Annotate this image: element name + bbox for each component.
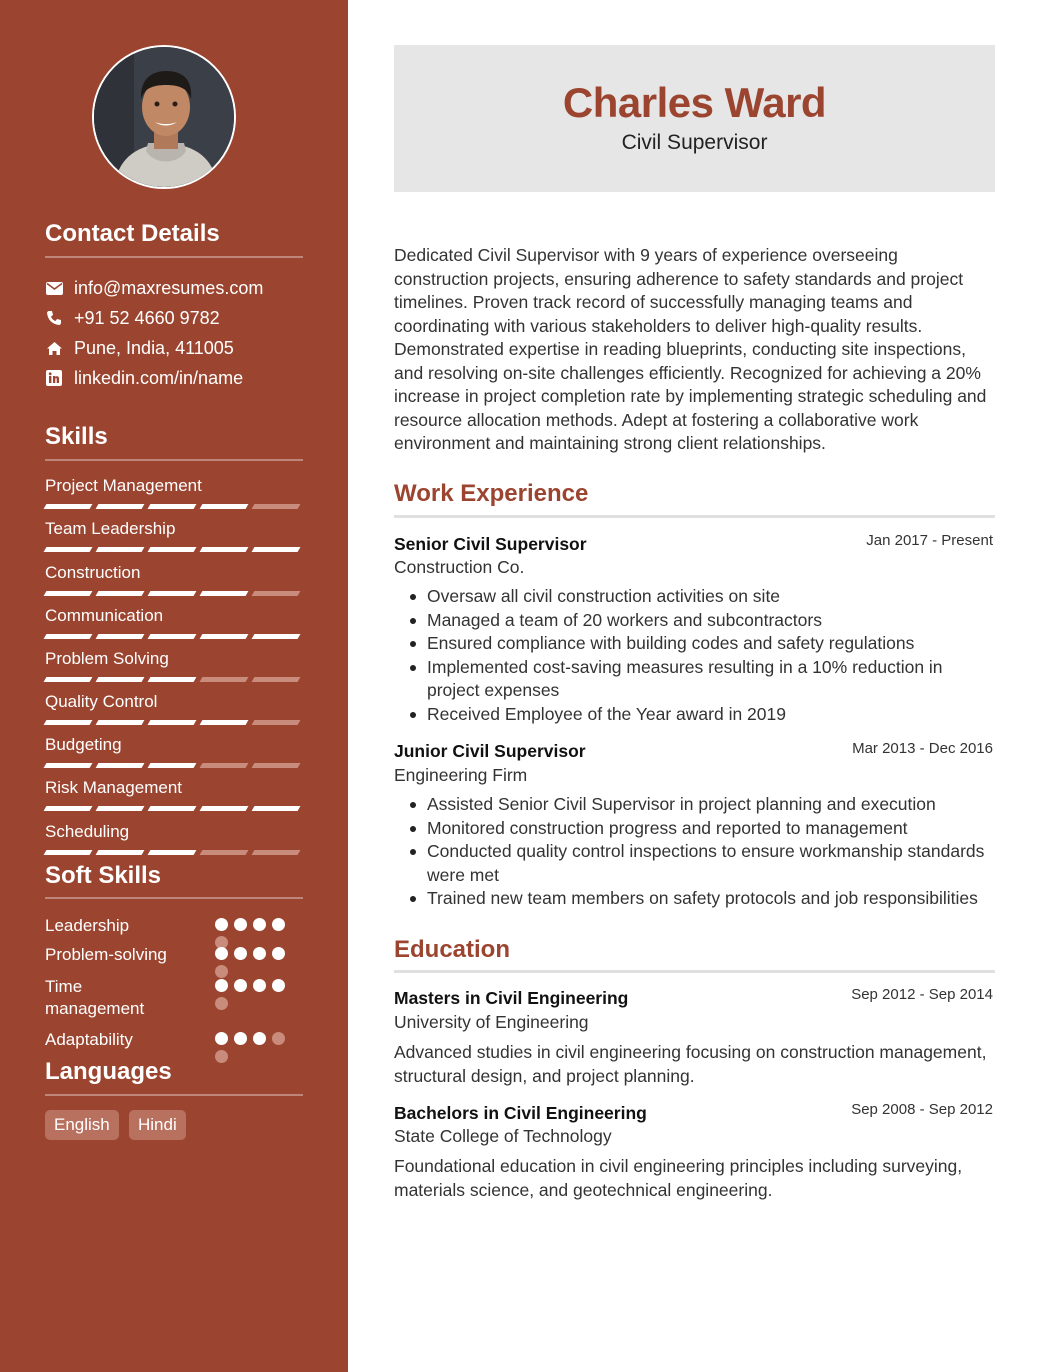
- skill-level-segment: [252, 634, 301, 639]
- soft-skill-item: [45, 915, 303, 937]
- soft-skill-rating: [215, 979, 295, 1010]
- skill-level-bar: [45, 547, 303, 552]
- rating-dot: [215, 1032, 228, 1045]
- languages-divider: [45, 1094, 303, 1096]
- skill-label: Risk Management: [45, 778, 183, 797]
- contact-divider: [45, 256, 303, 258]
- contact-phone[interactable]: [45, 307, 220, 329]
- skill-level-segment: [252, 547, 301, 552]
- candidate-title: Civil Supervisor: [621, 131, 768, 154]
- skill-level-segment: [96, 547, 145, 552]
- soft-skill-rating: [215, 1032, 295, 1063]
- skill-level-segment: [96, 806, 145, 811]
- profile-photo-icon: [94, 47, 236, 189]
- skill-label: Communication: [45, 606, 164, 625]
- rating-dot: [272, 979, 285, 992]
- skill-label: Scheduling: [45, 822, 130, 841]
- rating-dot: [234, 979, 247, 992]
- skill-level-segment: [252, 720, 301, 725]
- skill-level-segment: [148, 504, 197, 509]
- rating-dot: [272, 1032, 285, 1045]
- soft-skill-item: [45, 1029, 303, 1051]
- skill-item: [45, 563, 303, 596]
- soft-skill-label: Adaptability: [45, 1030, 133, 1049]
- skill-level-segment: [44, 806, 93, 811]
- job-bullet: Received Employee of the Year award in 2019: [408, 703, 988, 727]
- skill-level-segment: [252, 677, 301, 682]
- skills-heading: Skills: [45, 423, 108, 450]
- degree-dates: Sep 2008 - Sep 2012: [851, 1101, 993, 1118]
- skill-level-segment: [200, 720, 249, 725]
- candidate-name: Charles Ward: [562, 79, 827, 126]
- skill-level-segment: [44, 504, 93, 509]
- job-title: Senior Civil Supervisor: [394, 534, 587, 554]
- skill-level-segment: [148, 634, 197, 639]
- job-bullet: Implemented cost-saving measures resulting in a 10% reduction in project expenses: [408, 656, 988, 703]
- contact-location: [45, 337, 234, 359]
- profile-summary: Dedicated Civil Supervisor with 9 years of experience overseeing construction projects, ensuring adherence to safety standards and project timelines. Proven track record of successfully managing teams and coordinating with various stakeholders to deliver high-quality results. Demonstrated expertise in reading blueprints, conducting site inspections, and resolving on-site challenges efficiently. Recognized for achieving a 20% increase in project completion rate by implementing strategic scheduling and resource allocation methods. Adept at fostering a collaborative work environment and maintaining strong client relationships.: [394, 245, 987, 453]
- soft-skill-rating: [215, 947, 295, 978]
- skill-level-segment: [200, 677, 249, 682]
- skill-label: Budgeting: [45, 735, 122, 754]
- skill-level-segment: [148, 591, 197, 596]
- rating-dot: [272, 947, 285, 960]
- experience-divider: [394, 515, 995, 518]
- degree-dates: Sep 2012 - Sep 2014: [851, 986, 993, 1003]
- rating-dot: [215, 1050, 228, 1063]
- skill-level-bar: [45, 634, 303, 639]
- soft-skill-item: [45, 944, 303, 966]
- rating-dot: [253, 979, 266, 992]
- skill-label: Team Leadership: [45, 519, 176, 538]
- job-bullet: Managed a team of 20 workers and subcontractors: [408, 609, 988, 633]
- skill-level-segment: [96, 677, 145, 682]
- skill-item: [45, 735, 303, 768]
- skill-level-segment: [252, 763, 301, 768]
- rating-dot: [234, 947, 247, 960]
- skill-level-segment: [148, 850, 197, 855]
- rating-dot: [215, 918, 228, 931]
- skill-level-segment: [200, 634, 249, 639]
- job-company: Construction Co.: [394, 557, 525, 577]
- avatar: [92, 45, 236, 189]
- language-tag: English: [45, 1110, 119, 1140]
- skill-item: [45, 778, 303, 811]
- rating-dot: [253, 947, 266, 960]
- skill-level-segment: [200, 591, 249, 596]
- skill-level-segment: [44, 763, 93, 768]
- degree-school: University of Engineering: [394, 1012, 589, 1032]
- skill-level-bar: [45, 591, 303, 596]
- job-dates: Mar 2013 - Dec 2016: [852, 740, 993, 757]
- skill-level-bar: [45, 504, 303, 509]
- skill-level-segment: [200, 547, 249, 552]
- phone-icon: [45, 309, 63, 327]
- rating-dot: [234, 1032, 247, 1045]
- degree-description: Advanced studies in civil engineering focusing on construction management, structural design, and project planning.: [394, 1042, 987, 1086]
- rating-dot: [234, 918, 247, 931]
- skill-level-segment: [96, 850, 145, 855]
- skill-level-segment: [252, 504, 301, 509]
- skill-label: Project Management: [45, 476, 202, 495]
- skill-level-bar: [45, 677, 303, 682]
- soft-skills-divider: [45, 897, 303, 899]
- skill-item: [45, 606, 303, 639]
- education-divider: [394, 970, 995, 973]
- home-icon: [45, 339, 63, 357]
- skill-level-segment: [96, 634, 145, 639]
- envelope-icon: [45, 279, 63, 297]
- skills-divider: [45, 459, 303, 461]
- skill-level-segment: [96, 504, 145, 509]
- job-company: Engineering Firm: [394, 765, 528, 785]
- job-bullet: Conducted quality control inspections to ensure workmanship standards were met: [408, 840, 988, 887]
- rating-dot: [215, 947, 228, 960]
- degree-title: Masters in Civil Engineering: [394, 988, 629, 1008]
- skill-level-segment: [252, 850, 301, 855]
- degree-title: Bachelors in Civil Engineering: [394, 1103, 647, 1123]
- skill-level-segment: [44, 720, 93, 725]
- skill-item: [45, 476, 303, 509]
- skill-level-bar: [45, 806, 303, 811]
- linkedin-icon: [45, 369, 63, 387]
- skill-level-segment: [200, 763, 249, 768]
- skill-level-segment: [96, 763, 145, 768]
- degree-description: Foundational education in civil engineering principles including surveying, materials science, and geotechnical engineering.: [394, 1156, 963, 1200]
- degree-school: State College of Technology: [394, 1126, 612, 1146]
- job-bullet: Oversaw all civil construction activities on site: [408, 585, 988, 609]
- skill-level-bar: [45, 763, 303, 768]
- contact-linkedin-text: linkedin.com/in/name: [74, 367, 244, 388]
- skill-level-segment: [44, 634, 93, 639]
- contact-location-text: Pune, India, 411005: [74, 337, 234, 358]
- skill-level-segment: [148, 547, 197, 552]
- skill-level-segment: [148, 806, 197, 811]
- experience-heading: Work Experience: [394, 480, 589, 507]
- skill-level-segment: [200, 850, 249, 855]
- skill-level-segment: [252, 806, 301, 811]
- job-bullet: Assisted Senior Civil Supervisor in project planning and execution: [408, 793, 988, 817]
- skill-level-segment: [96, 591, 145, 596]
- job-bullet: Ensured compliance with building codes and safety regulations: [408, 632, 988, 656]
- rating-dot: [253, 1032, 266, 1045]
- skill-label: Problem Solving: [45, 649, 169, 668]
- skill-level-segment: [148, 720, 197, 725]
- contact-email-text: info@maxresumes.com: [74, 277, 264, 298]
- skill-level-segment: [44, 547, 93, 552]
- skill-level-segment: [200, 806, 249, 811]
- sidebar: [0, 0, 348, 1372]
- skill-level-bar: [45, 720, 303, 725]
- rating-dot: [272, 918, 285, 931]
- skill-level-segment: [44, 850, 93, 855]
- job-bullets: [408, 793, 988, 911]
- skill-level-segment: [252, 591, 301, 596]
- skill-item: [45, 519, 303, 552]
- rating-dot: [253, 918, 266, 931]
- skill-item: [45, 692, 303, 725]
- contact-email[interactable]: [45, 277, 263, 299]
- job-title: Junior Civil Supervisor: [394, 741, 586, 761]
- job-dates: Jan 2017 - Present: [866, 532, 993, 549]
- contact-phone-text: +91 52 4660 9782: [74, 307, 220, 328]
- job-bullet: Trained new team members on safety protocols and job responsibilities: [408, 887, 988, 911]
- skill-level-segment: [44, 591, 93, 596]
- rating-dot: [215, 997, 228, 1010]
- skill-level-bar: [45, 850, 303, 855]
- skill-level-segment: [44, 677, 93, 682]
- languages-heading: Languages: [45, 1058, 172, 1085]
- soft-skill-item: [45, 976, 303, 1020]
- education-heading: Education: [394, 936, 511, 963]
- language-tag: Hindi: [129, 1110, 186, 1140]
- name-header: [394, 45, 995, 192]
- skill-level-segment: [200, 504, 249, 509]
- rating-dot: [215, 979, 228, 992]
- skill-level-segment: [148, 677, 197, 682]
- skill-level-segment: [148, 763, 197, 768]
- soft-skill-label: Problem-solving: [45, 945, 167, 964]
- contact-heading: Contact Details: [45, 220, 220, 247]
- contact-linkedin[interactable]: [45, 367, 243, 389]
- job-bullet: Monitored construction progress and reported to management: [408, 817, 988, 841]
- skill-label: Construction: [45, 563, 141, 582]
- soft-skill-label: Time management: [45, 977, 145, 1018]
- soft-skills-heading: Soft Skills: [45, 862, 162, 889]
- soft-skill-label: Leadership: [45, 916, 130, 935]
- skill-item: [45, 649, 303, 682]
- skill-item: [45, 822, 303, 855]
- skill-level-segment: [96, 720, 145, 725]
- skill-label: Quality Control: [45, 692, 158, 711]
- job-bullets: [408, 585, 988, 726]
